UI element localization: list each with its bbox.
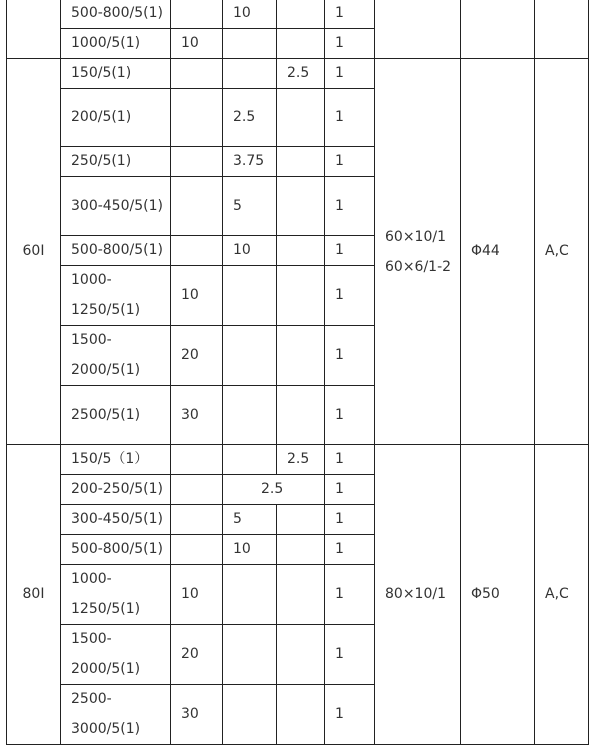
value-cell: [277, 505, 325, 535]
busbar-cell: 80×10/1: [375, 445, 461, 745]
value-cell: 1: [325, 59, 375, 89]
model-cell: 60I: [7, 59, 61, 445]
value-cell: [277, 0, 325, 29]
value-cell: 1: [325, 625, 375, 685]
ratio-line: 2000/5(1): [71, 361, 141, 378]
value-cell: 5: [223, 177, 277, 236]
value-cell: [171, 445, 223, 475]
value-cell: 2.5: [223, 89, 277, 147]
ratio-line: 1500-: [71, 332, 112, 348]
busbar-cell: [375, 59, 461, 445]
value-cell: 1: [325, 0, 375, 29]
ratio-cell: 300-450/5(1): [61, 505, 171, 535]
value-cell: 2.5: [277, 59, 325, 89]
value-cell: [171, 236, 223, 266]
ratio-cell: 500-800/5(1): [61, 535, 171, 565]
value-cell: [171, 59, 223, 89]
value-cell: [277, 685, 325, 745]
ratio-line: 1250/5(1): [71, 301, 141, 318]
value-cell: [277, 266, 325, 326]
value-cell: 20: [171, 326, 223, 386]
value-cell: 1: [325, 386, 375, 445]
value-cell: 1: [325, 445, 375, 475]
busbar-cell: [375, 0, 461, 59]
value-cell: [277, 326, 325, 386]
value-cell: 1: [325, 685, 375, 745]
value-cell: [171, 505, 223, 535]
busbar-line: 60×6/1-2: [385, 258, 452, 275]
value-cell: 10: [171, 29, 223, 59]
value-cell: 20: [171, 625, 223, 685]
value-cell: [223, 266, 277, 326]
value-cell: [223, 565, 277, 625]
ratio-line: 1500-: [71, 631, 112, 647]
ratio-cell: 200/5(1): [61, 89, 171, 147]
value-cell: 1: [325, 535, 375, 565]
value-cell: [277, 147, 325, 177]
value-cell: [171, 177, 223, 236]
value-cell: [171, 475, 223, 505]
value-cell: 1: [325, 266, 375, 326]
value-cell: [223, 445, 277, 475]
ratio-cell: 500-800/5(1): [61, 0, 171, 29]
ratio-cell: [61, 326, 171, 386]
ratio-cell: 2500/5(1): [61, 386, 171, 445]
ratio-cell: [61, 266, 171, 326]
table-row: [7, 59, 589, 89]
value-cell: 1: [325, 475, 375, 505]
value-cell: [277, 535, 325, 565]
ratio-line: 2500-: [71, 691, 112, 707]
aperture-cell: [461, 0, 535, 59]
value-cell: 10: [223, 236, 277, 266]
value-cell: 1: [325, 236, 375, 266]
value-cell: 3.75: [223, 147, 277, 177]
ratio-cell: [61, 565, 171, 625]
value-cell: [277, 89, 325, 147]
value-cell: 1: [325, 147, 375, 177]
type-cell: [535, 0, 589, 59]
value-cell: [171, 535, 223, 565]
value-cell: [277, 29, 325, 59]
value-cell: [277, 565, 325, 625]
ratio-line: 1250/5(1): [71, 600, 141, 617]
value-cell: [223, 326, 277, 386]
value-cell: [171, 89, 223, 147]
aperture-cell: Φ50: [461, 445, 535, 745]
ratio-cell: 150/5（1）: [61, 445, 171, 475]
value-cell: 1: [325, 326, 375, 386]
ratio-line: 1000-: [71, 571, 112, 587]
value-cell: 1: [325, 505, 375, 535]
ct-spec-table: [6, 0, 589, 745]
ratio-cell: [61, 625, 171, 685]
ratio-cell: 300-450/5(1): [61, 177, 171, 236]
type-cell: A,C: [535, 445, 589, 745]
value-cell: 1: [325, 177, 375, 236]
ratio-cell: 500-800/5(1): [61, 236, 171, 266]
ratio-line: 1000-: [71, 272, 112, 288]
value-cell: 2.5: [223, 475, 325, 505]
ratio-cell: 150/5(1): [61, 59, 171, 89]
value-cell: [171, 147, 223, 177]
ratio-cell: 200-250/5(1): [61, 475, 171, 505]
ratio-cell: 1000/5(1): [61, 29, 171, 59]
value-cell: [223, 386, 277, 445]
value-cell: 10: [223, 0, 277, 29]
aperture-cell: Φ44: [461, 59, 535, 445]
value-cell: 10: [223, 535, 277, 565]
value-cell: [223, 59, 277, 89]
value-cell: [223, 685, 277, 745]
value-cell: 1: [325, 29, 375, 59]
value-cell: [277, 386, 325, 445]
value-cell: [277, 177, 325, 236]
ratio-cell: 250/5(1): [61, 147, 171, 177]
busbar-line: 60×10/1: [385, 228, 446, 245]
ratio-line: 2000/5(1): [71, 660, 141, 677]
ratio-line: 3000/5(1): [71, 720, 141, 737]
table-row: [7, 0, 589, 29]
value-cell: 10: [171, 266, 223, 326]
value-cell: [277, 236, 325, 266]
model-cell: 80I: [7, 445, 61, 745]
value-cell: [277, 625, 325, 685]
model-cell: [7, 0, 61, 59]
value-cell: 1: [325, 89, 375, 147]
table-row: [7, 445, 589, 475]
value-cell: 1: [325, 565, 375, 625]
value-cell: [223, 625, 277, 685]
value-cell: [223, 29, 277, 59]
value-cell: [171, 0, 223, 29]
type-cell: A,C: [535, 59, 589, 445]
value-cell: 2.5: [277, 445, 325, 475]
value-cell: 30: [171, 386, 223, 445]
ratio-cell: [61, 685, 171, 745]
value-cell: 10: [171, 565, 223, 625]
value-cell: 30: [171, 685, 223, 745]
value-cell: 5: [223, 505, 277, 535]
